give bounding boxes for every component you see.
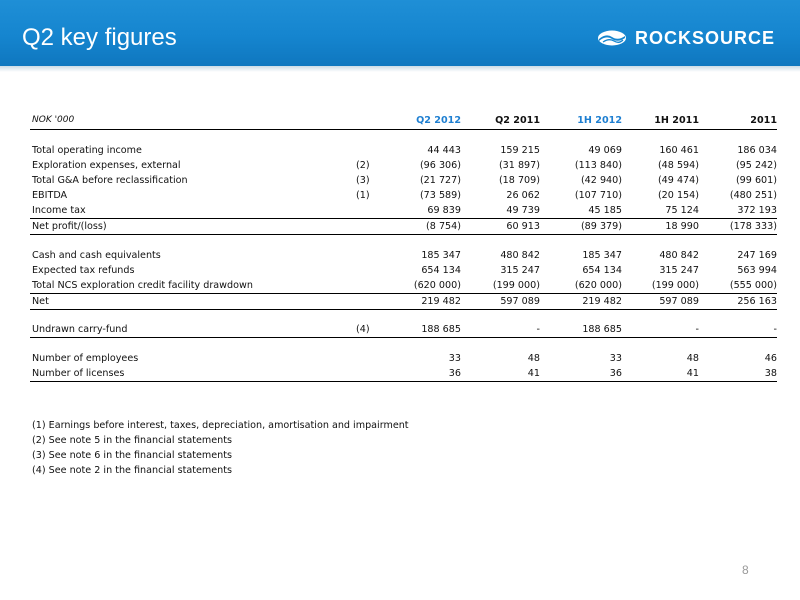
cell-value: 48 (686, 352, 699, 364)
cell-value: (42 940) (580, 175, 622, 186)
row-note (350, 293, 380, 309)
row-note (350, 203, 380, 219)
row-label: Cash and cash equivalents (32, 249, 161, 261)
page-number: 8 (742, 563, 749, 577)
spacer-row (30, 129, 777, 143)
cell-value: 315 247 (500, 264, 540, 276)
row-note: (1) (356, 190, 370, 201)
footnote: (1) Earnings before interest, taxes, depreciation, amortisation and impairment (32, 420, 409, 431)
cell-value: (113 840) (574, 160, 622, 171)
cell-value: (620 000) (574, 279, 622, 291)
row-note (350, 366, 380, 382)
row-label: Total G&A before reclassification (32, 175, 188, 186)
row-note (350, 248, 380, 263)
slide-title: Q2 key figures (22, 24, 177, 51)
cell-value: 45 185 (588, 205, 622, 216)
header-shadow (0, 66, 800, 72)
column-header: Q2 2012 (380, 113, 461, 129)
cell-value: 75 124 (665, 205, 699, 216)
cell-value: (18 709) (498, 175, 540, 186)
row-label: Exploration expenses, external (32, 160, 181, 171)
unit-label: NOK '000 (30, 113, 350, 129)
row-note (350, 351, 380, 366)
cell-value: (96 306) (419, 160, 461, 171)
table-row (30, 143, 777, 158)
cell-value: 597 089 (461, 293, 540, 309)
cell-value: 219 482 (380, 293, 461, 309)
table-row (30, 263, 777, 278)
row-label: Net (30, 293, 350, 309)
cell-value: 49 739 (506, 205, 540, 216)
note-header (350, 113, 380, 129)
cell-value: 188 685 (380, 322, 461, 338)
cell-value: (555 000) (729, 279, 777, 291)
row-label: Number of employees (32, 352, 139, 364)
row-label: Number of licenses (30, 366, 350, 382)
footnote: (3) See note 6 in the financial statements (32, 450, 232, 461)
rocksource-logo-icon (597, 28, 627, 48)
row-note (350, 278, 380, 294)
cell-value: 654 134 (421, 264, 461, 276)
row-label: Total operating income (32, 145, 142, 156)
cell-value: - (461, 322, 540, 338)
row-label: Net profit/(loss) (30, 219, 350, 235)
table-row (30, 203, 777, 219)
cell-value: (199 000) (492, 279, 540, 291)
header-bar (0, 0, 800, 66)
row-label: Total NCS exploration credit facility drawdown (32, 279, 253, 291)
column-header: 2011 (699, 113, 777, 129)
row-note: (2) (356, 160, 370, 171)
table-header-row (30, 113, 777, 129)
table-row (30, 158, 777, 173)
cell-value: 372 193 (737, 205, 777, 216)
cell-value: - (699, 322, 777, 338)
cell-value: (99 601) (735, 175, 777, 186)
cell-value: 159 215 (500, 145, 540, 156)
table-row (30, 322, 777, 338)
cell-value: (95 242) (735, 160, 777, 171)
cell-value: (21 727) (419, 175, 461, 186)
cell-value: 563 994 (737, 264, 777, 276)
spacer-row (30, 338, 777, 351)
cell-value: 60 913 (461, 219, 540, 235)
table-row (30, 188, 777, 203)
key-figures-table (30, 113, 777, 382)
table-row (30, 366, 777, 382)
logo-text: ROCKSOURCE (635, 27, 776, 48)
cell-value: 38 (699, 366, 777, 382)
cell-value: (178 333) (699, 219, 777, 235)
cell-value: 36 (380, 366, 461, 382)
cell-value: 654 134 (582, 264, 622, 276)
table-row (30, 219, 777, 235)
footnote: (2) See note 5 in the financial statements (32, 435, 232, 446)
cell-value: (620 000) (413, 279, 461, 291)
column-header: 1H 2011 (622, 113, 699, 129)
cell-value: 41 (622, 366, 699, 382)
cell-value: 33 (448, 352, 461, 364)
table-row (30, 351, 777, 366)
row-label: EBITDA (32, 190, 68, 201)
cell-value: 44 443 (427, 145, 461, 156)
table-row (30, 248, 777, 263)
table-row (30, 173, 777, 188)
cell-value: (480 251) (729, 190, 777, 201)
row-note: (4) (350, 322, 380, 338)
spacer-row (30, 309, 777, 322)
cell-value: (20 154) (657, 190, 699, 201)
cell-value: (73 589) (419, 190, 461, 201)
cell-value: 185 347 (421, 249, 461, 261)
column-header: 1H 2012 (540, 113, 622, 129)
cell-value: 49 069 (588, 145, 622, 156)
cell-value: 18 990 (622, 219, 699, 235)
row-note: (3) (356, 175, 370, 186)
cell-value: 256 163 (699, 293, 777, 309)
rocksource-logo (597, 27, 775, 49)
cell-value: 188 685 (540, 322, 622, 338)
cell-value: 186 034 (737, 145, 777, 156)
cell-value: 69 839 (427, 205, 461, 216)
spacer-row (30, 235, 777, 248)
cell-value: (199 000) (651, 279, 699, 291)
cell-value: 480 842 (659, 249, 699, 261)
cell-value: (48 594) (657, 160, 699, 171)
cell-value: 26 062 (506, 190, 540, 201)
cell-value: 46 (764, 352, 777, 364)
cell-value: 41 (461, 366, 540, 382)
cell-value: (49 474) (657, 175, 699, 186)
cell-value: (107 710) (574, 190, 622, 201)
cell-value: 36 (540, 366, 622, 382)
cell-value: 160 461 (659, 145, 699, 156)
cell-value: (31 897) (498, 160, 540, 171)
footnotes (32, 418, 409, 478)
row-note (350, 143, 380, 158)
row-label: Undrawn carry-fund (30, 322, 350, 338)
table-row (30, 293, 777, 309)
cell-value: 185 347 (582, 249, 622, 261)
cell-value: 33 (609, 352, 622, 364)
cell-value: 48 (527, 352, 540, 364)
row-note (350, 219, 380, 235)
cell-value: 480 842 (500, 249, 540, 261)
row-label: Income tax (32, 205, 86, 216)
cell-value: 247 169 (737, 249, 777, 261)
cell-value: (89 379) (540, 219, 622, 235)
row-label: Expected tax refunds (32, 264, 135, 276)
cell-value: 219 482 (540, 293, 622, 309)
table-row (30, 278, 777, 294)
cell-value: - (622, 322, 699, 338)
footnote: (4) See note 2 in the financial statements (32, 465, 232, 476)
cell-value: 597 089 (622, 293, 699, 309)
cell-value: (8 754) (380, 219, 461, 235)
cell-value: 315 247 (659, 264, 699, 276)
column-header: Q2 2011 (461, 113, 540, 129)
row-note (350, 263, 380, 278)
